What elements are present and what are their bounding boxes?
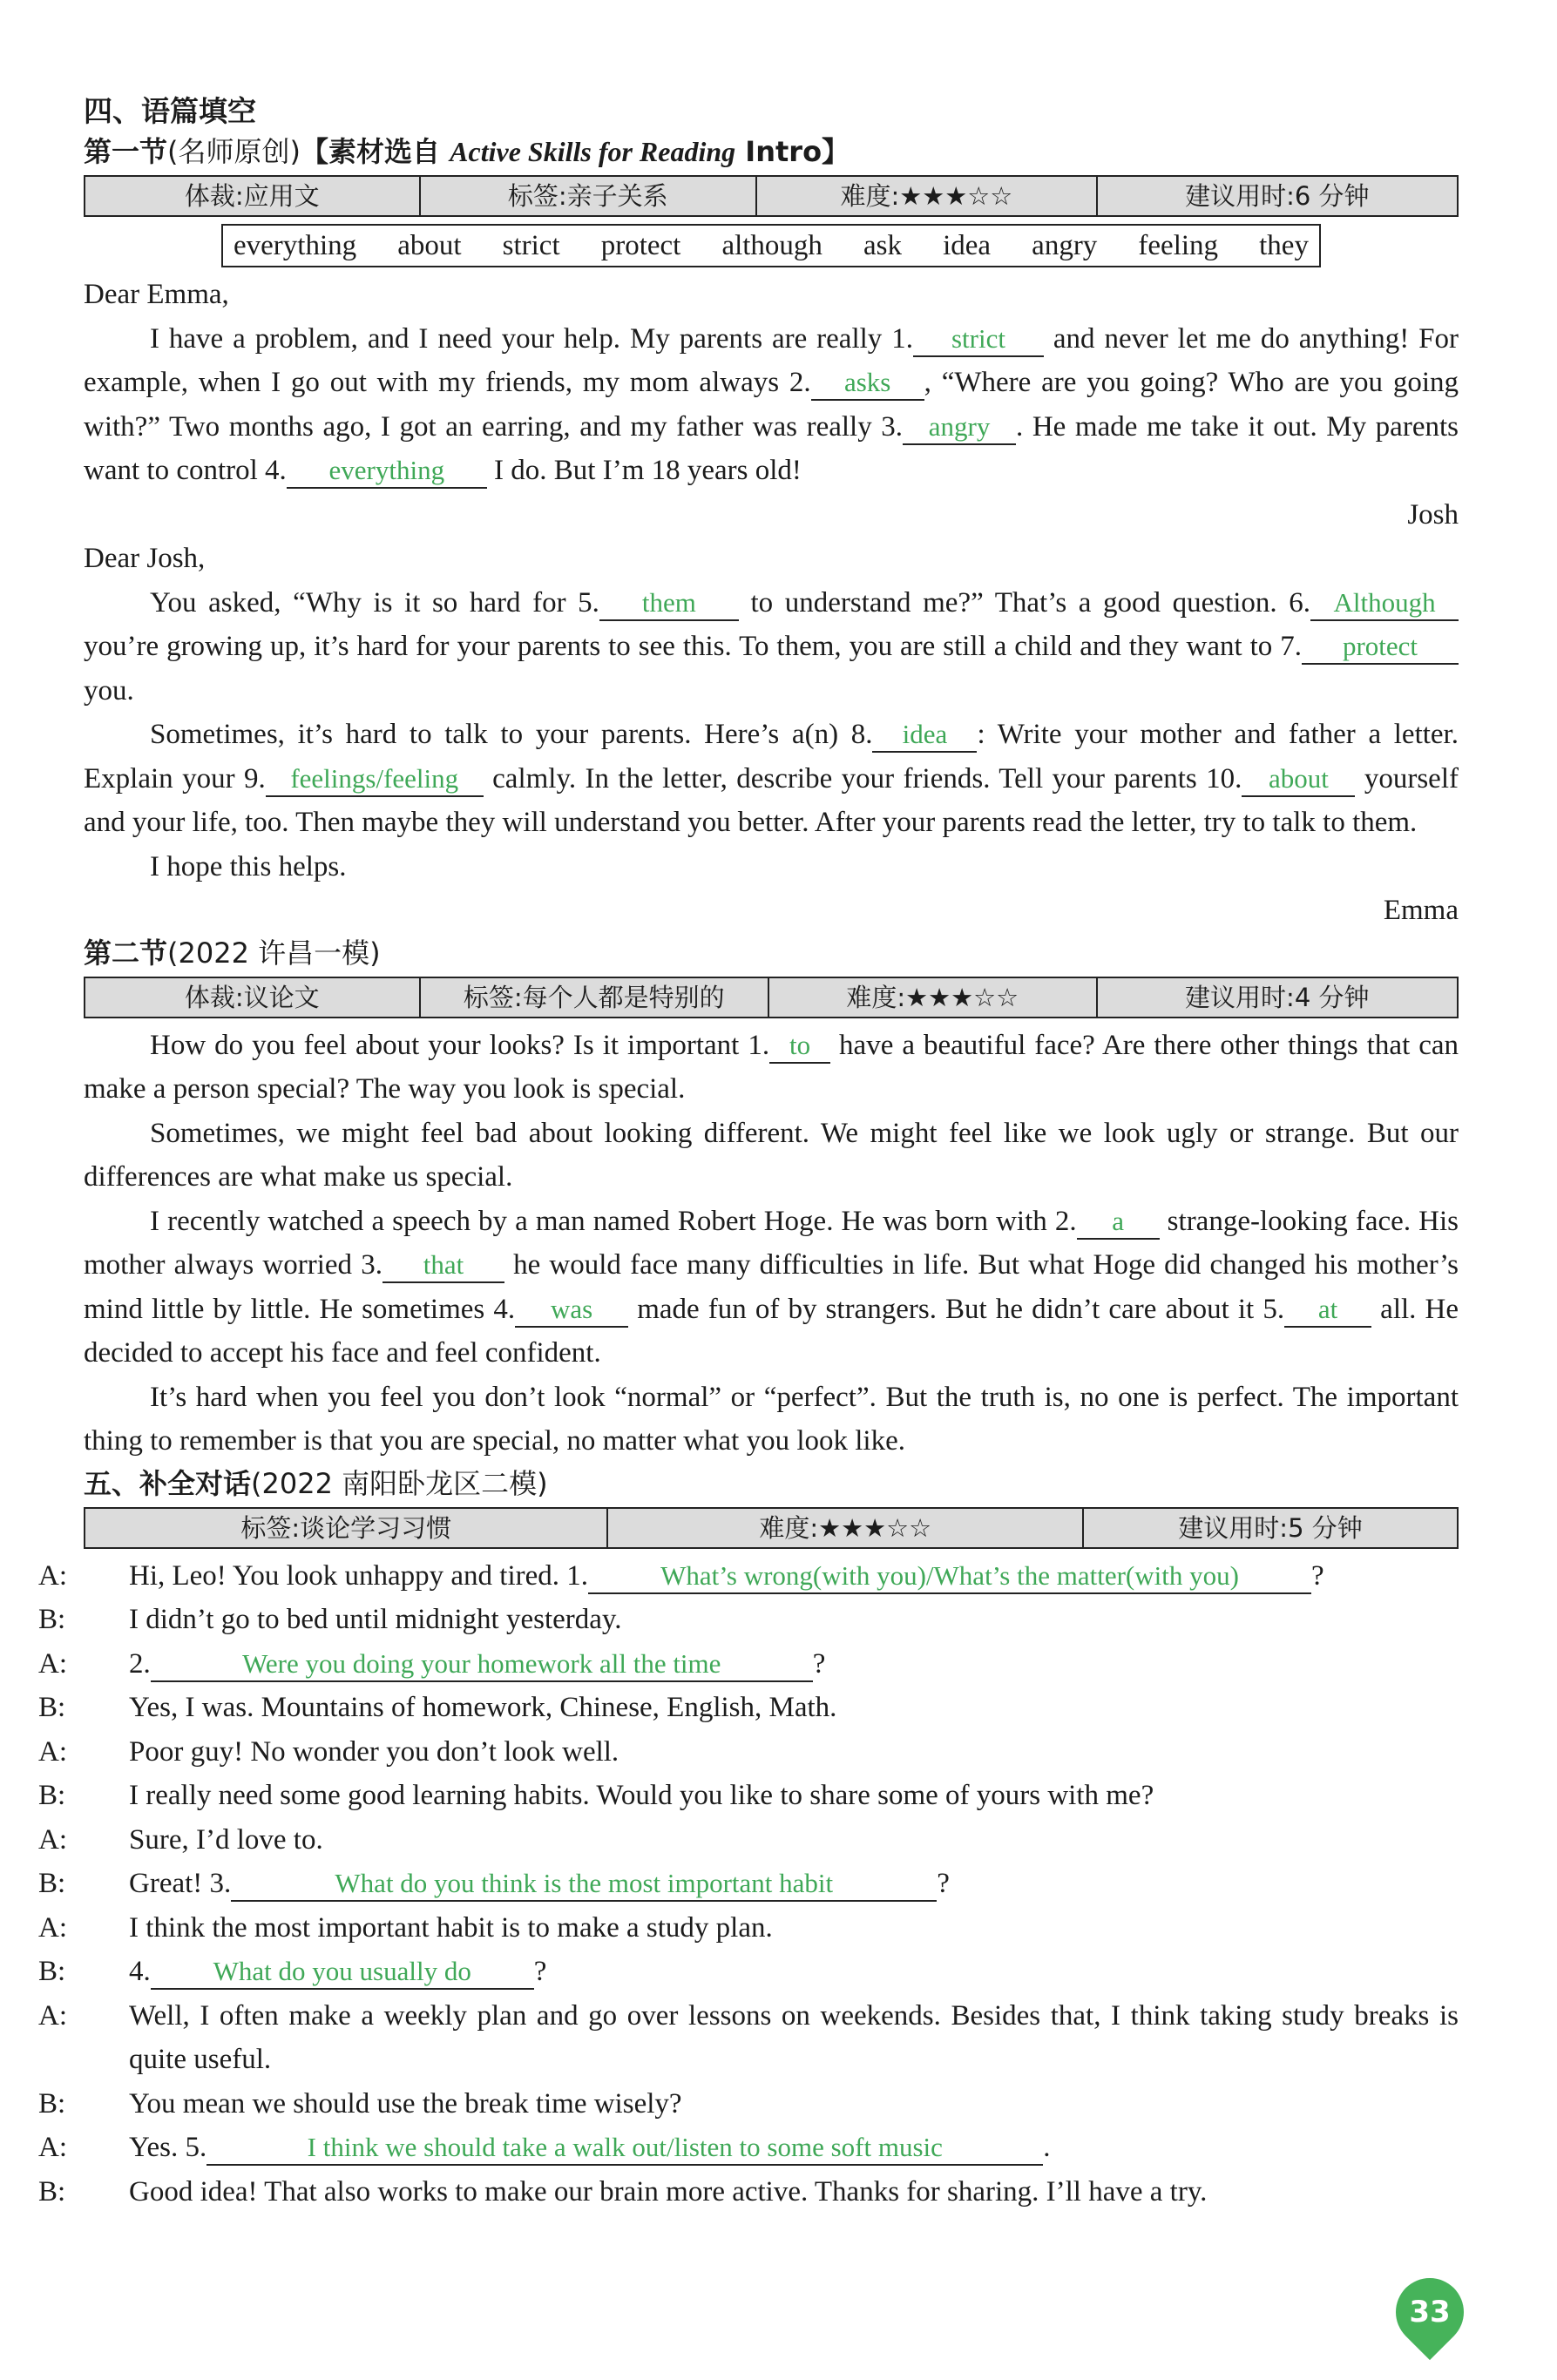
dialogue-line xyxy=(38,1818,1459,1863)
dialogue-text: You mean we should use the break time wisely? xyxy=(129,2087,682,2120)
speaker-label: A: xyxy=(38,1559,67,1592)
dialogue-line xyxy=(38,1598,1459,1642)
info-genre: 体裁:议论文 xyxy=(85,978,421,1017)
passage-para4: It’s hard when you feel you don’t look “normal” or “perfect”. But the truth is, no one is perfect. The important thing to remember is that you are special, no matter what you look like. xyxy=(84,1381,1459,1457)
letter2-para2 xyxy=(84,713,1459,845)
word-bank-item: angry xyxy=(1032,230,1098,261)
word-bank-item: everything xyxy=(234,230,357,261)
answer-blank: about xyxy=(1242,762,1355,797)
dialogue-line xyxy=(38,1906,1459,1951)
answer-blank: Were you doing your homework all the time xyxy=(151,1647,813,1682)
dialogue-punct: ? xyxy=(812,1647,826,1680)
sec2-heading xyxy=(84,933,1459,973)
speaker-label: B: xyxy=(38,1692,66,1723)
speaker-label: B: xyxy=(38,2087,66,2120)
worksheet-page xyxy=(38,91,1459,2214)
text-run: You asked, “Why is it so hard for 5. xyxy=(150,586,599,619)
answer-blank: idea xyxy=(872,718,977,753)
answer-blank: angry xyxy=(903,410,1016,445)
speaker-label: B: xyxy=(38,1956,66,1987)
dialogue-line xyxy=(38,2082,1459,2126)
answer-blank: What do you usually do xyxy=(151,1955,534,1990)
passage-para1 xyxy=(84,1024,1459,1112)
info-time: 建议用时:4 分钟 xyxy=(1185,982,1370,1012)
text-run: all. He decided to accept his face and feel confident. xyxy=(84,1293,1459,1369)
page-number: 33 xyxy=(1409,2295,1451,2329)
answer-blank: feelings/feeling xyxy=(266,762,484,797)
speaker-label: A: xyxy=(38,1823,67,1856)
speaker-label: A: xyxy=(38,1735,67,1768)
speaker-label: A: xyxy=(38,2132,67,2163)
dialogue-text: Great! 3. xyxy=(129,1868,232,1899)
word-bank-item: they xyxy=(1259,230,1309,261)
dialogue-punct: ? xyxy=(937,1868,950,1899)
part5-info-table xyxy=(84,1507,1459,1549)
letter2-signature: Emma xyxy=(1383,895,1459,926)
sec1-heading xyxy=(84,132,1459,172)
dialogue-punct: ? xyxy=(1311,1559,1324,1592)
info-difficulty: 难度:★★★☆☆ xyxy=(769,978,1098,1017)
passage-para2: Sometimes, we might feel bad about looking different. We might feel like we look ugly or strange. But our differences are what make us special. xyxy=(84,1117,1459,1193)
word-bank-item: idea xyxy=(943,230,992,261)
speaker-label: B: xyxy=(38,1868,66,1899)
speaker-label: B: xyxy=(38,1780,66,1811)
text-run: I have a problem, and I need your help. My parents are really 1. xyxy=(150,322,913,355)
info-time: 建议用时:6 分钟 xyxy=(1185,181,1370,211)
letter1-signature: Josh xyxy=(1407,498,1459,531)
text-run: you. xyxy=(84,674,134,707)
answer-blank: to xyxy=(769,1029,830,1064)
text-run: you’re growing up, it’s hard for your parents to see this. To them, you are still a child and they want to 7. xyxy=(84,631,1302,662)
part5-source: (2022 南阳卧龙区二模) xyxy=(251,1466,548,1500)
answer-blank: at xyxy=(1284,1293,1371,1328)
text-run: I do. But I’m 18 years old! xyxy=(486,455,802,486)
text-run: yourself and your life, too. Then maybe they will understand you better. After your parents read the letter, try to talk to them. xyxy=(84,762,1459,838)
letter2-para1 xyxy=(84,581,1459,713)
answer-blank: protect xyxy=(1302,630,1459,665)
dialogue-text: I didn’t go to bed until midnight yesterday. xyxy=(129,1604,622,1635)
passage-para3 xyxy=(84,1200,1459,1376)
dialogue-line xyxy=(38,1862,1459,1906)
answer-blank: them xyxy=(599,586,739,621)
text-run: strange-looking face. His mother always worried 3. xyxy=(84,1205,1459,1281)
dialogue-text: Yes, I was. Mountains of homework, Chinese, English, Math. xyxy=(129,1692,837,1723)
answer-blank: What’s wrong(with you)/What’s the matter(with you) xyxy=(588,1559,1311,1594)
answer-blank: a xyxy=(1077,1205,1160,1240)
text-run: I recently watched a speech by a man named Robert Hoge. He was born with 2. xyxy=(150,1205,1077,1237)
letter2-closing: I hope this helps. xyxy=(150,850,347,882)
word-bank-item: strict xyxy=(502,230,560,261)
sec2-info-table xyxy=(84,977,1459,1018)
dialogue-line xyxy=(38,1554,1459,1599)
speaker-label: B: xyxy=(38,1604,66,1635)
sec2-source: (2022 许昌一模) xyxy=(167,936,381,970)
dialogue-text: I really need some good learning habits. Would you like to share some of yours with me? xyxy=(129,1780,1154,1811)
text-run: made fun of by strangers. But he didn’t care about it 5. xyxy=(628,1293,1285,1325)
dialogue-text: Poor guy! No wonder you don’t look well. xyxy=(129,1735,619,1768)
answer-blank: was xyxy=(515,1293,628,1328)
info-tag: 标签:谈论学习习惯 xyxy=(85,1509,608,1547)
speaker-label: A: xyxy=(38,1647,67,1680)
info-genre: 体裁:应用文 xyxy=(85,177,421,215)
dialogue-line xyxy=(38,1774,1459,1818)
answer-blank: I think we should take a walk out/listen to some soft music xyxy=(206,2131,1043,2166)
info-tag: 标签:每个人都是特别的 xyxy=(421,978,769,1017)
sec1-info-table xyxy=(84,175,1459,217)
word-bank xyxy=(221,224,1321,267)
dialogue-line xyxy=(38,1994,1459,2082)
text-run: calmly. In the letter, describe your friends. Tell your parents 10. xyxy=(483,762,1242,794)
word-bank-item: ask xyxy=(863,230,903,261)
answer-blank: Although xyxy=(1310,586,1459,621)
sec1-bracket: 【素材选自 xyxy=(301,135,441,168)
word-bank-item: although xyxy=(721,230,823,261)
answer-blank: that xyxy=(382,1248,504,1283)
dialogue xyxy=(38,1554,1459,2214)
dialogue-line xyxy=(38,1642,1459,1687)
dialogue-line xyxy=(38,2126,1459,2170)
dialogue-text: Yes. 5. xyxy=(129,2132,207,2163)
word-bank-item: about xyxy=(397,230,462,261)
dialogue-text: Good idea! That also works to make our brain more active. Thanks for sharing. I’ll have a try. xyxy=(129,2175,1208,2208)
info-tag: 标签:亲子关系 xyxy=(421,177,758,215)
info-difficulty: 难度:★★★☆☆ xyxy=(757,177,1098,215)
info-time: 建议用时:5 分钟 xyxy=(1178,1512,1363,1543)
sec1-book: Active Skills for Reading xyxy=(450,136,736,167)
part4-title: 四、语篇填空 xyxy=(84,94,256,128)
speaker-label: A: xyxy=(38,1911,67,1944)
dialogue-text: Hi, Leo! You look unhappy and tired. 1. xyxy=(129,1559,589,1592)
dialogue-line xyxy=(38,1686,1459,1730)
answer-blank: everything xyxy=(287,454,487,489)
dialogue-line xyxy=(38,2170,1459,2214)
sec1-prefix: 第一节 xyxy=(84,135,168,168)
text-run: Sometimes, it’s hard to talk to your parents. Here’s a(n) 8. xyxy=(150,719,873,750)
text-run: have a beautiful face? Are there other things that can make a person special? The way you look is special. xyxy=(84,1029,1459,1105)
page-number-badge xyxy=(1382,2264,1478,2360)
speaker-label: B: xyxy=(38,2175,66,2208)
answer-blank: asks xyxy=(811,366,924,401)
dialogue-text: Well, I often make a weekly plan and go over lessons on weekends. Besides that, I think taking study breaks is quite useful. xyxy=(129,1999,1459,2075)
word-bank-item: feeling xyxy=(1138,230,1219,261)
answer-blank: What do you think is the most important habit xyxy=(231,1867,937,1902)
sec2-prefix: 第二节 xyxy=(84,936,168,970)
dialogue-text: Sure, I’d love to. xyxy=(129,1823,323,1856)
dialogue-line xyxy=(38,1950,1459,1994)
dialogue-text: 4. xyxy=(129,1956,151,1987)
letter2-greeting: Dear Josh, xyxy=(84,543,206,574)
info-difficulty: 难度:★★★☆☆ xyxy=(608,1509,1084,1547)
answer-blank: strict xyxy=(913,322,1044,357)
sec1-source: (名师原创) xyxy=(167,135,301,168)
dialogue-line xyxy=(38,1730,1459,1775)
speaker-label: A: xyxy=(38,1999,67,2032)
dialogue-punct: ? xyxy=(533,1956,547,1987)
dialogue-text: 2. xyxy=(129,1647,151,1680)
dialogue-text: I think the most important habit is to make a study plan. xyxy=(129,1911,773,1944)
sec1-book-tail: Intro】 xyxy=(745,135,850,168)
text-run: , “Where are you going? Who are you going with?” Two months ago, I got an earring, and my father was really 3. xyxy=(84,367,1459,443)
word-bank-item: protect xyxy=(600,230,681,261)
text-run: How do you feel about your looks? Is it important 1. xyxy=(150,1029,770,1061)
text-run: and never let me do anything! For example, when I go out with my friends, my mom always 2. xyxy=(84,322,1459,398)
part5-heading xyxy=(84,1464,1459,1504)
text-run: to understand me?” That’s a good question. 6. xyxy=(738,586,1311,619)
part5-title: 五、补全对话 xyxy=(84,1466,252,1500)
text-run: . He made me take it out. My parents want to control 4. xyxy=(84,410,1459,486)
text-run: : Write your mother and father a letter. Explain your 9. xyxy=(84,719,1459,794)
text-run: he would face many difficulties in life. But what Hoge did changed his mother’s mind little by little. He sometimes 4. xyxy=(84,1249,1459,1325)
letter1-greeting: Dear Emma, xyxy=(84,279,229,310)
letter1-body xyxy=(84,317,1459,493)
dialogue-punct: . xyxy=(1043,2132,1051,2163)
